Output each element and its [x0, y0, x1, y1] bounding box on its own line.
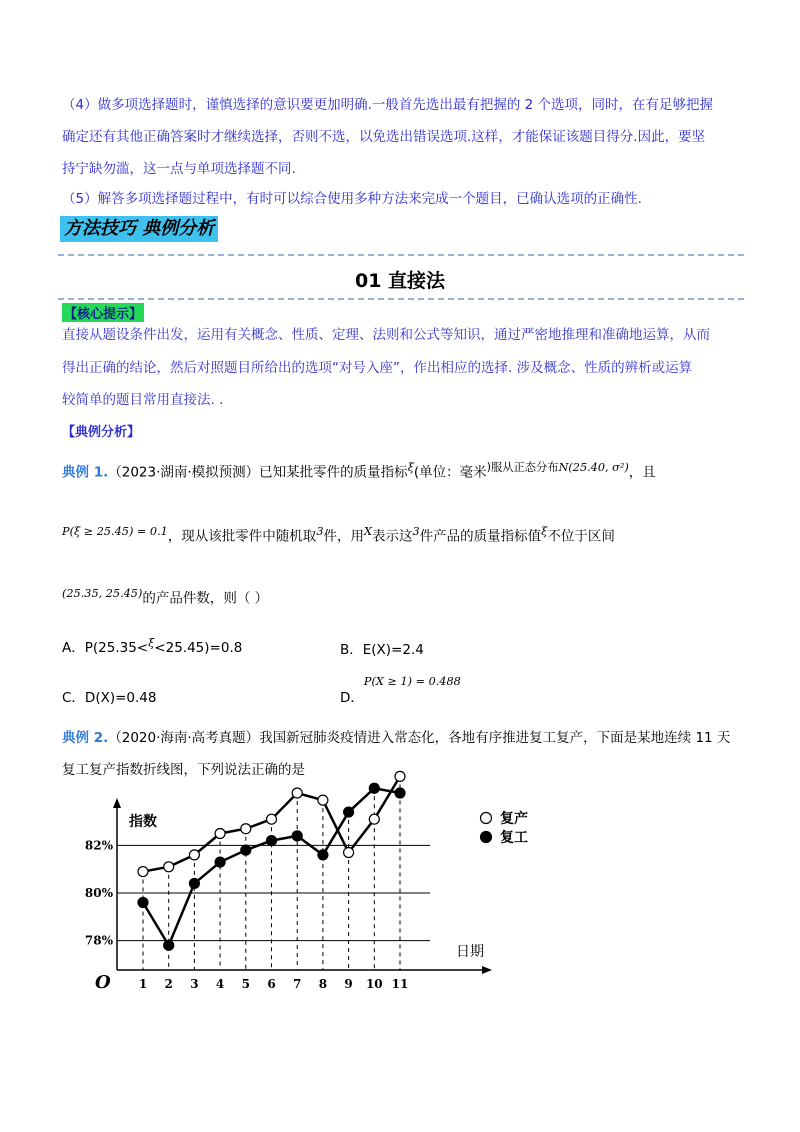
open-point — [318, 795, 328, 805]
example2-label: 典例 2. — [62, 730, 109, 746]
core-line-3: 较简单的题目常用直接法. . — [62, 392, 224, 408]
tip-4-line-3: 持宁缺勿滥，这一点与单项选择题不同. — [62, 161, 296, 177]
open-point — [369, 814, 379, 824]
tip-5-line-1: （5）解答多项选择题过程中，有时可以综合使用多种方法来完成一个题目，已确认选项的正确性. — [62, 191, 642, 207]
origin-label: O — [95, 972, 111, 993]
legend-label: 复工 — [500, 830, 528, 846]
filled-point — [138, 898, 148, 908]
interval-expression: (25.35, 25.45) — [62, 587, 143, 600]
option-c: C．D(X)=0.48 — [62, 690, 157, 706]
option-a-part-2: <25.45)=0.8 — [154, 640, 243, 656]
x-tick-label: 8 — [318, 977, 328, 991]
option-d-expression: P(X ≥ 1) = 0.488 — [363, 674, 461, 688]
open-point — [138, 867, 148, 877]
series-line-fugong — [143, 788, 400, 945]
filled-point — [241, 845, 251, 855]
x-tick-label: 10 — [365, 977, 383, 991]
section-title: 方法技巧 典例分析 — [60, 216, 218, 242]
x-tick-label: 7 — [293, 977, 302, 991]
example1-label: 典例 1. — [62, 464, 109, 481]
example1-text-b: (单位：毫米 — [413, 464, 487, 481]
open-point — [344, 848, 354, 858]
x-tick-label: 11 — [391, 977, 409, 991]
x-tick-label: 4 — [215, 977, 225, 991]
open-point — [292, 788, 302, 798]
legend-marker — [481, 832, 492, 843]
tip-4-line-1: （4）做多项选择题时，谨慎选择的意识要更加明确.一般首先选出最有把握的 2 个选项，同时，在有足够把握 — [62, 97, 714, 113]
option-b: B．E(X)=2.4 — [340, 642, 424, 658]
xi-symbol-2: ξ — [541, 525, 548, 538]
open-point — [215, 828, 225, 838]
filled-point — [164, 940, 174, 950]
y-axis-arrow — [113, 798, 121, 808]
legend-label: 复产 — [500, 811, 528, 827]
probability-expression: P(ξ ≥ 25.45) = 0.1 — [62, 525, 168, 538]
example1-text-e: ，现从该批零件中随机取 — [167, 528, 317, 545]
filled-point — [395, 788, 405, 798]
open-point — [164, 862, 174, 872]
normal-distribution: N(25.40, σ²) — [558, 461, 629, 474]
filled-point — [369, 783, 379, 793]
option-d-label: D． — [340, 690, 364, 706]
y-tick-label: 80% — [84, 885, 113, 900]
y-tick-label: 78% — [84, 933, 113, 948]
filled-point — [267, 836, 277, 846]
filled-point — [344, 807, 354, 817]
method-heading: 01 直接法 — [354, 270, 446, 292]
xi-symbol: ξ — [407, 461, 414, 474]
example1-text-g: 表示这 — [372, 528, 413, 545]
core-tip-label: 【核心提示】 — [62, 303, 144, 322]
open-point — [241, 824, 251, 834]
core-line-2: 得出正确的结论，然后对照题目所给出的选项“对号入座”，作出相应的选择. 涉及概念、性质的辨析或运算 — [62, 360, 693, 376]
variable-x: X — [363, 525, 372, 538]
filled-point — [215, 857, 225, 867]
x-tick-label: 6 — [267, 977, 276, 991]
example1-text-d: ，且 — [628, 464, 656, 481]
example1-text-j: 的产品件数，则（ ） — [142, 590, 269, 607]
x-tick-label: 5 — [241, 977, 250, 991]
x-axis-arrow — [482, 966, 492, 974]
tip-4-line-2: 确定还有其他正确答案时才继续选择，否则不选，以免选出错误选项.这样，才能保证该题目得分.因此，要坚 — [62, 129, 706, 145]
example1-text-h: 件产品的质量指标值 — [419, 528, 542, 545]
example1-text-f: 件，用 — [323, 528, 364, 545]
analysis-label: 【典例分析】 — [62, 425, 141, 440]
filled-point — [318, 850, 328, 860]
filled-point — [292, 831, 302, 841]
x-tick-label: 3 — [190, 977, 199, 991]
x-tick-label: 9 — [344, 977, 353, 991]
x-tick-label: 1 — [138, 977, 148, 991]
y-axis-label: 指数 — [129, 814, 157, 830]
y-tick-label: 82% — [84, 838, 113, 853]
count-three-2: 3 — [412, 525, 420, 538]
open-point — [189, 850, 199, 860]
option-a-xi: ξ — [148, 636, 155, 650]
count-three: 3 — [316, 525, 324, 538]
example2-text-line-1: （2020·海南·高考真题）我国新冠肺炎疫情进入常态化，各地有序推进复工复产，下面是某地连续 11 天 — [108, 730, 731, 746]
example1-text-c: )服从正态分布 — [486, 461, 559, 474]
filled-point — [189, 878, 199, 888]
open-point — [395, 771, 405, 781]
open-point — [267, 814, 277, 824]
option-a-part-1: A．P(25.35< — [62, 640, 149, 656]
legend-marker — [481, 813, 492, 824]
x-tick-label: 2 — [164, 977, 173, 991]
example2-line-2: 复工复产指数折线图，下列说法正确的是 — [62, 762, 305, 778]
example1-text-a: （2023·湖南·模拟预测）已知某批零件的质量指标 — [108, 464, 408, 481]
x-axis-label: 日期 — [456, 944, 484, 960]
core-line-1: 直接从题设条件出发，运用有关概念、性质、定理、法则和公式等知识，通过严密地推理和准确地运算，从而 — [62, 327, 710, 343]
example1-text-i: 不位于区间 — [547, 528, 615, 545]
